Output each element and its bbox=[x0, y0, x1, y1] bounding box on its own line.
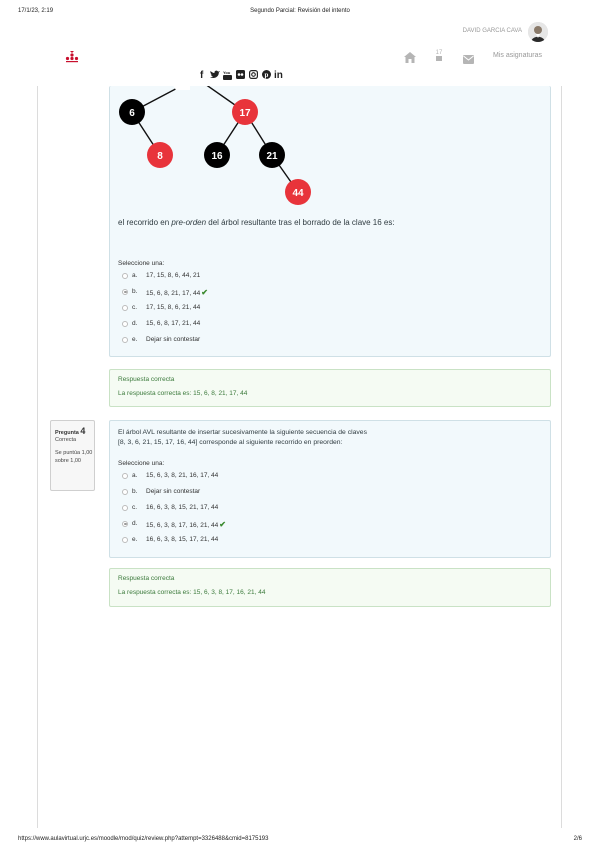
answer-letter: d. bbox=[132, 320, 138, 327]
mail-icon[interactable] bbox=[463, 51, 474, 69]
question-4-content bbox=[109, 420, 551, 558]
svg-text:p: p bbox=[264, 71, 269, 79]
answer-letter: e. bbox=[132, 336, 138, 343]
feedback-right-answer: La respuesta correcta es: 15, 6, 8, 21, 17, 44 bbox=[118, 390, 248, 397]
answer-text: Dejar sin contestar bbox=[146, 336, 201, 343]
calendar-icon[interactable] bbox=[434, 48, 444, 67]
radio-button[interactable] bbox=[122, 321, 128, 327]
answer-text: 15, 6, 3, 8, 17, 16, 21, 44 bbox=[146, 522, 219, 529]
feedback-title: Respuesta correcta bbox=[118, 376, 175, 383]
tree-node-6 bbox=[119, 99, 145, 125]
answer-text: 17, 15, 8, 6, 44, 21 bbox=[146, 272, 201, 279]
answer-letter: a. bbox=[132, 272, 138, 279]
question-4-select-label: Seleccione una: bbox=[118, 460, 165, 467]
university-logo-icon[interactable] bbox=[64, 50, 80, 62]
radio-button[interactable] bbox=[122, 505, 128, 511]
radio-button[interactable] bbox=[122, 273, 128, 279]
question-grade bbox=[55, 449, 95, 465]
pinterest-icon[interactable] bbox=[262, 70, 271, 82]
print-title: Segundo Parcial: Revisión del intento bbox=[250, 8, 350, 14]
answer-text: 15, 6, 3, 8, 21, 16, 17, 44 bbox=[146, 472, 219, 479]
answer-text: 16, 6, 3, 8, 15, 17, 21, 44 bbox=[146, 536, 219, 543]
tree-node-21 bbox=[259, 142, 285, 168]
tree-node-16 bbox=[204, 142, 230, 168]
answer-letter: c. bbox=[132, 304, 138, 311]
facebook-icon[interactable]: f bbox=[200, 70, 204, 81]
tree-node-44 bbox=[285, 179, 311, 205]
question-3-text-prefix: el recorrido en bbox=[118, 218, 172, 227]
tree-node-label: 17 bbox=[239, 108, 251, 119]
question-4-text bbox=[118, 428, 367, 448]
question-3-feedback bbox=[109, 369, 551, 407]
check-icon: ✔ bbox=[201, 288, 208, 297]
question-4-info bbox=[50, 420, 95, 491]
tree-node-8 bbox=[147, 142, 173, 168]
calendar-day: 17 bbox=[435, 50, 443, 56]
linkedin-icon[interactable]: in bbox=[274, 70, 283, 81]
my-courses-link[interactable]: Mis asignaturas bbox=[493, 52, 543, 59]
question-3-text-suffix: del árbol resultante tras el borrado de la clave 16 es: bbox=[206, 218, 395, 227]
tree-node-label: 6 bbox=[129, 108, 135, 119]
twitter-icon[interactable] bbox=[210, 70, 220, 82]
question-4-text-line1: El árbol AVL resultante de insertar sucesivamente la siguiente secuencia de claves bbox=[118, 429, 367, 436]
print-date: 17/1/23, 2:19 bbox=[18, 8, 54, 14]
instagram-icon[interactable] bbox=[249, 70, 258, 82]
radio-button[interactable] bbox=[122, 489, 128, 495]
feedback-right-answer: La respuesta correcta es: 15, 6, 3, 8, 17, 16, 21, 44 bbox=[118, 589, 266, 596]
tree-node-label: 21 bbox=[266, 151, 278, 162]
radio-button[interactable] bbox=[122, 305, 128, 311]
answer-letter: b. bbox=[132, 488, 138, 495]
question-number-value: 4 bbox=[80, 426, 86, 436]
youtube-icon[interactable] bbox=[223, 70, 232, 83]
answer-letter: a. bbox=[132, 472, 138, 479]
answer-letter: e. bbox=[132, 536, 138, 543]
svg-text:You: You bbox=[223, 70, 231, 75]
tree-node-label: 8 bbox=[157, 151, 163, 162]
tree-node-label: 16 bbox=[211, 151, 223, 162]
radio-button[interactable] bbox=[122, 473, 128, 479]
question-3-text-emph: pre-orden bbox=[171, 218, 207, 227]
feedback-title: Respuesta correcta bbox=[118, 575, 175, 582]
rb-tree-diagram bbox=[110, 86, 430, 211]
answer-letter: c. bbox=[132, 504, 138, 511]
question-grade-line2: sobre 1,00 bbox=[55, 458, 81, 464]
radio-button[interactable] bbox=[122, 521, 128, 527]
answer-letter: b. bbox=[132, 288, 138, 295]
tree-node-label: 44 bbox=[292, 188, 304, 199]
answer-text: 17, 15, 8, 6, 21, 44 bbox=[146, 304, 201, 311]
flickr-icon[interactable] bbox=[236, 70, 245, 82]
radio-button[interactable] bbox=[122, 337, 128, 343]
question-3-select-label: Seleccione una: bbox=[118, 260, 165, 267]
question-grade-line1: Se puntúa 1,00 bbox=[55, 450, 93, 456]
answer-letter: d. bbox=[132, 520, 138, 527]
question-state: Correcta bbox=[55, 437, 77, 443]
check-icon: ✔ bbox=[219, 520, 226, 529]
question-3-text bbox=[118, 218, 395, 227]
question-label: Pregunta bbox=[55, 430, 79, 436]
radio-button[interactable] bbox=[122, 289, 128, 295]
answer-text: 16, 6, 3, 8, 15, 21, 17, 44 bbox=[146, 504, 219, 511]
tree-node-17 bbox=[232, 99, 258, 125]
question-3-content bbox=[109, 86, 551, 357]
home-icon[interactable] bbox=[404, 50, 416, 68]
avatar[interactable] bbox=[528, 22, 548, 42]
print-page-number: 2/6 bbox=[573, 836, 582, 842]
question-number bbox=[55, 426, 85, 436]
user-name[interactable]: DAVID GARCIA CAVA bbox=[462, 28, 522, 34]
question-4-feedback bbox=[109, 568, 551, 607]
content-left-border bbox=[37, 86, 38, 828]
answer-text: 15, 6, 8, 21, 17, 44 bbox=[146, 290, 201, 297]
question-4-text-line2: [8, 3, 6, 21, 15, 17, 16, 44] corresponde al siguiente recorrido en preorden: bbox=[118, 439, 343, 446]
content-right-border bbox=[561, 86, 562, 828]
print-url: https://www.aulavirtual.urjc.es/moodle/mod/quiz/review.php?attempt=3326488&cmid=8175193 bbox=[18, 836, 269, 842]
radio-button[interactable] bbox=[122, 537, 128, 543]
answer-text: Dejar sin contestar bbox=[146, 488, 201, 495]
answer-text: 15, 6, 8, 17, 21, 44 bbox=[146, 320, 201, 327]
